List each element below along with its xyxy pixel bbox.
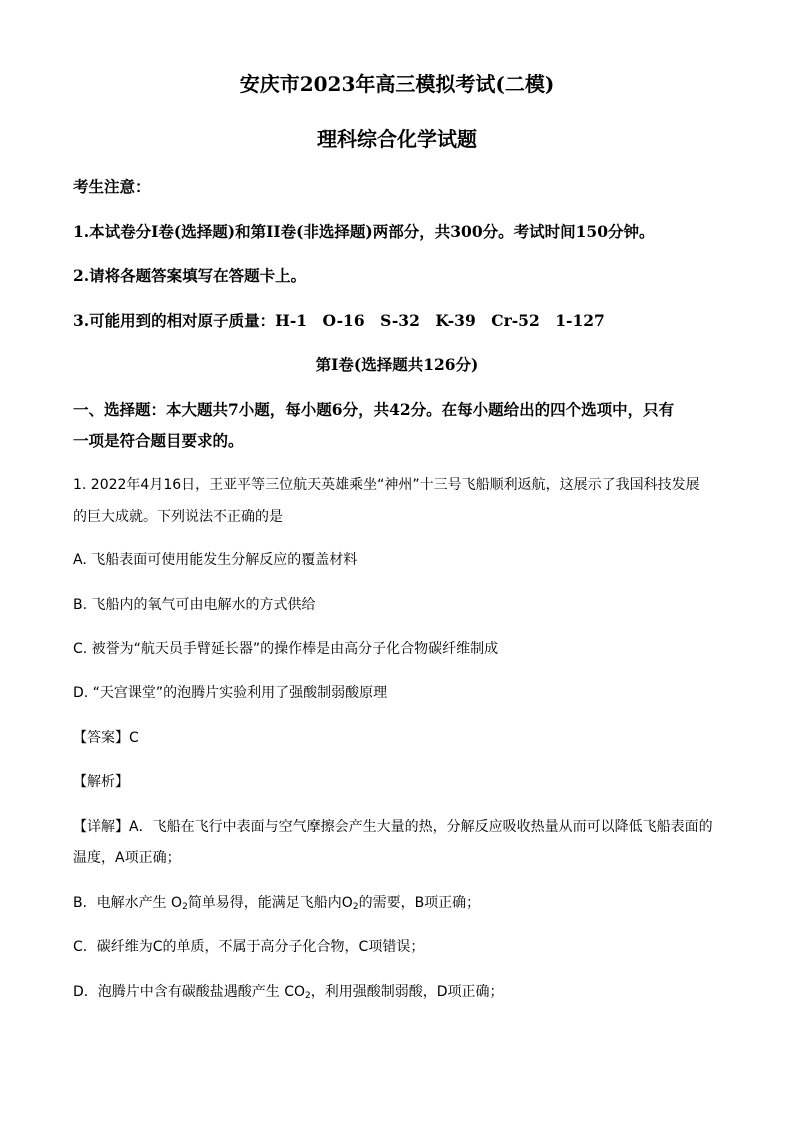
detail-b-text-1: B．电解水产生 O: [73, 895, 183, 911]
option-d: D. “天宫课堂”的泡腾片实验利用了强酸制弱酸原理: [73, 685, 388, 701]
notice-item-2: 2.请将各题答案填写在答题卡上。: [73, 266, 307, 285]
notice-heading: 考生注意：: [73, 177, 151, 196]
detail-d-text-1: D．泡腾片中含有碳酸盐遇酸产生 CO: [73, 984, 306, 1000]
answer-label: 【答案】C: [73, 730, 139, 746]
section-instruction-line-2: 一项是符合题目要求的。: [73, 431, 244, 450]
detail-d-text-2: ，利用强酸制弱酸，D项正确；: [310, 984, 504, 1000]
analysis-label: 【解析】: [73, 774, 129, 790]
notice-item-1: 1.本试卷分I卷(选择题)和第II卷(非选择题)两部分，共300分。考试时间150分钟。: [73, 222, 655, 241]
detail-c: C．碳纤维为C的单质，不属于高分子化合物，C项错误；: [73, 939, 425, 955]
section-instruction-line-1: 一、选择题：本大题共7小题，每小题6分，共42分。在每小题给出的四个选项中，只有: [73, 400, 675, 419]
detail-b: [73, 896, 480, 910]
section-title: 第I卷(选择题共126分): [315, 355, 479, 374]
detail-b-subscript-1: 2: [182, 902, 188, 912]
exam-title: 安庆市2023年高三模拟考试(二模): [239, 72, 555, 96]
option-a: A. 飞船表面可使用能发生分解反应的覆盖材料: [73, 552, 358, 568]
notice-item-3: 3.可能用到的相对原子质量：H-1 O-16 S-32 K-39 Cr-52 1-127: [73, 311, 605, 330]
detail-b-text-3: 的需要，B项正确；: [358, 895, 481, 911]
detail-b-text-2: 简单易得，能满足飞船内O: [187, 895, 353, 911]
detail-line-2: 温度，A项正确；: [73, 850, 181, 866]
detail-line-1: 【详解】A．飞船在飞行中表面与空气摩擦会产生大量的热，分解反应吸收热量从而可以降低飞船表面的: [73, 819, 713, 835]
question-stem-line-2: 的巨大成就。下列说法不正确的是: [73, 509, 283, 525]
detail-d-subscript-1: 2: [305, 991, 311, 1001]
exam-subtitle: 理科综合化学试题: [317, 127, 477, 151]
option-b: B. 飞船内的氧气可由电解水的方式供给: [73, 597, 316, 613]
question-stem-line-1: 1. 2022年4月16日，王亚平等三位航天英雄乘坐“神州”十三号飞船顺利返航，这展示了我国科技发展: [73, 477, 700, 493]
option-c: C. 被誉为“航天员手臂延长器”的操作棒是由高分子化合物碳纤维制成: [73, 641, 499, 657]
detail-b-subscript-2: 2: [352, 902, 359, 912]
detail-d: [73, 985, 504, 999]
